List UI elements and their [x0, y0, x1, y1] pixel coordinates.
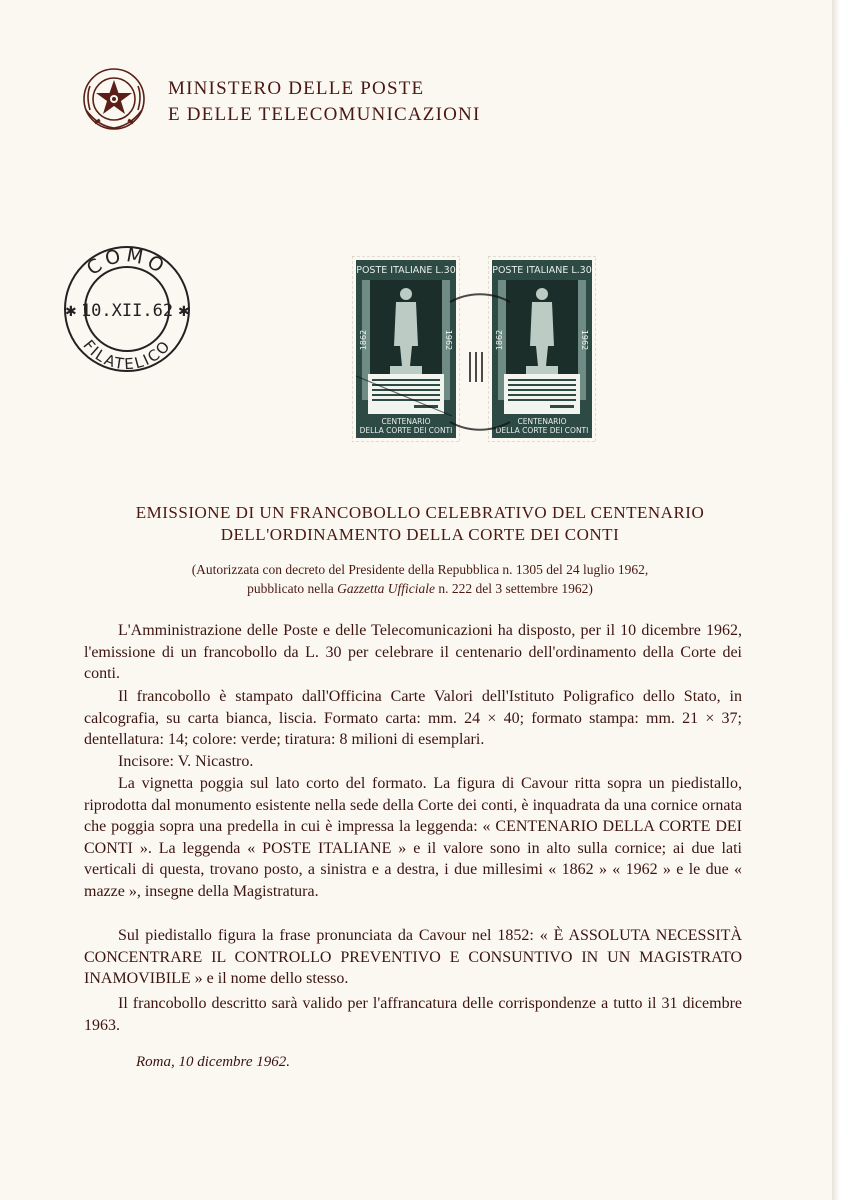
postmark-city: COMO	[82, 244, 172, 280]
svg-text:COMO	[83, 244, 171, 280]
stamp-1-bottom-line-1: CENTENARIO	[381, 417, 431, 426]
emission-title-line-2: DELL'ORDINAMENTO DELLA CORTE DEI CONTI	[220, 525, 620, 544]
stamp-2-top-label: POSTE ITALIANE L.30	[492, 265, 592, 276]
body-paragraph-3: Incisore: V. Nicastro.	[118, 753, 254, 770]
stamp-cancellation-mark	[440, 282, 520, 442]
stamp-1-bottom-line-2: DELLA CORTE DEI CONTI	[359, 426, 453, 435]
authorization-line-1: (Autorizzata con decreto del Presidente della Repubblica n. 1305 del 24 luglio 1962,	[191, 562, 649, 577]
postmark-star-right-icon: ✱	[178, 304, 190, 320]
body-paragraph-1: L'Amministrazione delle Poste e delle Telecomunicazioni ha disposto, per il 10 dicembre 1962, l'emissione di un francobollo da L. 30 per celebrare il centenario dell'ordinamento della Corte dei conti.	[84, 622, 742, 683]
stamp-1-left-year: 1862	[359, 329, 368, 351]
body-paragraph-6: Il francobollo descritto sarà valido per l'affrancatura delle corrispondenze a tutto il 31 dicembre 1963.	[84, 995, 742, 1034]
stamp-2-right-year: 1962	[580, 329, 589, 351]
signoff-place-date: Roma, 10 dicembre 1962.	[136, 1054, 290, 1070]
body-paragraph-2: Il francobollo è stampato dall'Officina Carte Valori dell'Istituto Poligrafico dello Stato, in calcografia, su carta bianca, liscia. Formato carta: mm. 24 × 40; formato stampa: mm. 21 × 37; dentellatura: 14; colore: verde; tiratura: 8 milioni di esemplari.	[84, 688, 742, 749]
authorization-line-2-post: n. 222 del 3 settembre 1962)	[435, 581, 593, 596]
svg-text:FILATELICO	[79, 336, 174, 373]
ministry-header	[168, 76, 481, 128]
authorization-line-2	[90, 579, 750, 598]
gazzetta-ufficiale-label: Gazzetta Ufficiale	[337, 581, 435, 596]
italian-republic-emblem-icon	[80, 66, 148, 132]
stamp-1-top-label: POSTE ITALIANE L.30	[356, 265, 456, 276]
stamp-1-right-year: 1962	[444, 329, 453, 351]
stamp-2-left-year: 1862	[495, 329, 504, 351]
stamp-2-bottom-line-1: CENTENARIO	[517, 417, 567, 426]
stamp-2-bottom-line-2: DELLA CORTE DEI CONTI	[495, 426, 589, 435]
postmark-star-left-icon: ✱	[65, 304, 77, 320]
postmark-date: 10.XII.62	[80, 301, 174, 321]
postmark-office: FILATELICO	[79, 336, 175, 374]
body-paragraph-5: Sul piedistallo figura la frase pronunciata da Cavour nel 1852: « È ASSOLUTA NECESSITÀ CONCENTRARE IL CONTROLLO PREVENTIVO E CONSUNTIVO IN UN MAGISTRATO INAMOVIBILE » e il nome dello stesso.	[84, 927, 742, 988]
ministry-line-1: MINISTERO DELLE POSTE	[168, 78, 425, 99]
emission-title-line-1: EMISSIONE DI UN FRANCOBOLLO CELEBRATIVO DEL CENTENARIO	[135, 503, 705, 522]
ministry-line-2: E DELLE TELECOMUNICAZIONI	[168, 104, 481, 125]
page-edge-shadow	[832, 0, 840, 1200]
authorization-line-2-pre: pubblicato nella	[247, 581, 338, 596]
body-paragraph-4: La vignetta poggia sul lato corto del formato. La figura di Cavour ritta sopra un piedistallo, riprodotta dal monumento esistente nella sede della Corte dei conti, è inquadrata da una cornice ornata che poggia sopra una predella in cui è impressa la leggenda: « CENTENARIO DELLA CORTE DEI CONTI ». La leggenda « POSTE ITALIANE » e il valore sono in alto sulla cornice; ai due lati verticali di questa, trovano posto, a sinistra e a destra, i due millesimi « 1862 » « 1962 » e le due « mazze », insegne della Magistratura.	[84, 775, 742, 900]
como-postmark	[52, 234, 202, 384]
